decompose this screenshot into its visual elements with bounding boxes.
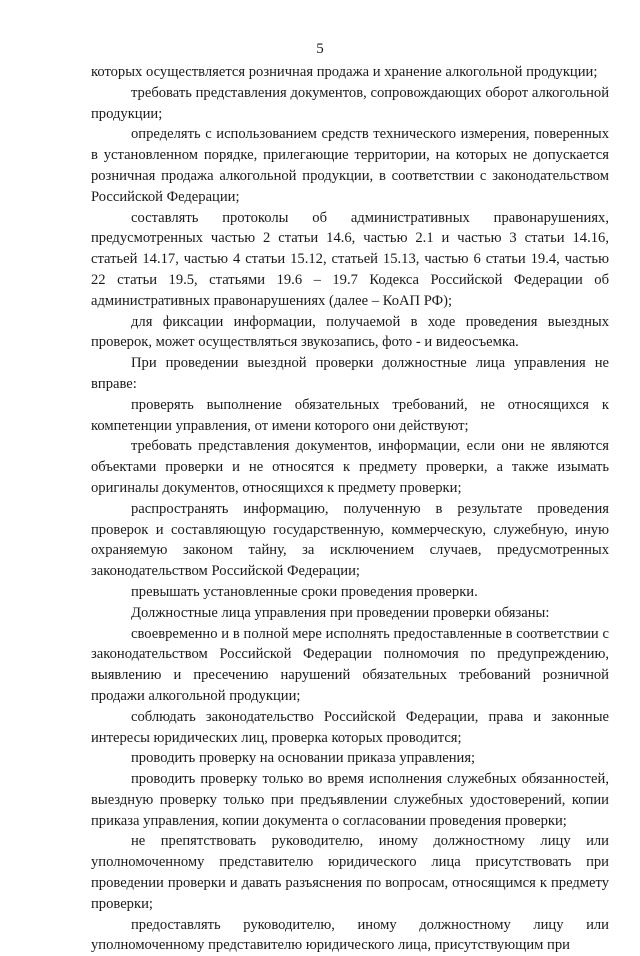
paragraph-16: не препятствовать руководителю, иному должностному лицу или уполномоченному представителю юридического лица присутствовать при проведении проверки и давать разъяснения по вопросам, относящимся к предмету проверки; xyxy=(91,833,609,912)
paragraph-14: проводить проверку на основании приказа управления; xyxy=(131,750,476,767)
paragraph-8: требовать представления документов, информации, если они не являются объектами проверки и не относятся к предмету проверки, а также изымать оригиналы документов, относящихся к предмету проверки; xyxy=(91,438,609,496)
paragraph-12: своевременно и в полной мере исполнять предоставленные в соответствии с законодательством Российской Федерации полномочия по предупреждению, выявлению и пресечению нарушений обязательных требований розничной продажи алкогольной продукции; xyxy=(91,625,609,704)
paragraph-9: распространять информацию, полученную в результате проведения проверок и составляющую государственную, коммерческую, служебную, иную охраняемую законом тайну, за исключением случаев, предусмотренных законодательством Российской Федерации; xyxy=(91,500,609,580)
paragraph-4: составлять протоколы об административных правонарушениях, предусмотренных частью 2 статьи 14.6, частью 2.1 и частью 3 статьи 14.16, статьей 14.17, частью 4 статьи 15.12, статьей 15.13, частью 6 статьи 19.4, частью 22 статьи 19.5, статьями 19.6 – 19.7 Кодекса Российской Федерации об административных правонарушениях (далее – КоАП РФ); xyxy=(91,209,609,309)
paragraph-7: проверять выполнение обязательных требований, не относящихся к компетенции управления, от имени которого они действуют; xyxy=(91,396,609,434)
page-number: 5 xyxy=(316,41,324,57)
paragraph-5: для фиксации информации, получаемой в ходе проведения выездных проверок, может осуществляться звукозапись, фото - и видеосъемка. xyxy=(91,313,609,351)
paragraph-15: проводить проверку только во время исполнения служебных обязанностей, выездную проверку только при предъявлении служебных удостоверений, копии приказа управления, копии документа о согласовании проведения проверки; xyxy=(91,771,609,829)
paragraph-2: требовать представления документов, сопровождающих оборот алкогольной продукции; xyxy=(91,84,609,122)
paragraph-11: Должностные лица управления при проведении проверки обязаны: xyxy=(131,604,550,621)
paragraph-10: превышать установленные сроки проведения проверки. xyxy=(131,583,478,600)
paragraph-17: предоставлять руководителю, иному должностному лицу или уполномоченному представителю юридического лица, присутствующим при xyxy=(91,916,609,954)
paragraph-3: определять с использованием средств технического измерения, поверенных в установленном порядке, прилегающие территории, на которых не допускается розничная продажа алкогольной продукции, в соответствии с законодательством Российской Федерации; xyxy=(91,126,609,205)
paragraph-1: которых осуществляется розничная продажа и хранение алкогольной продукции; xyxy=(91,64,598,80)
paragraph-13: соблюдать законодательство Российской Федерации, права и законные интересы юридических лиц, проверка которых проводится; xyxy=(91,708,609,746)
document-body xyxy=(91,62,609,956)
paragraph-6: При проведении выездной проверки должностные лица управления не вправе: xyxy=(91,355,609,392)
